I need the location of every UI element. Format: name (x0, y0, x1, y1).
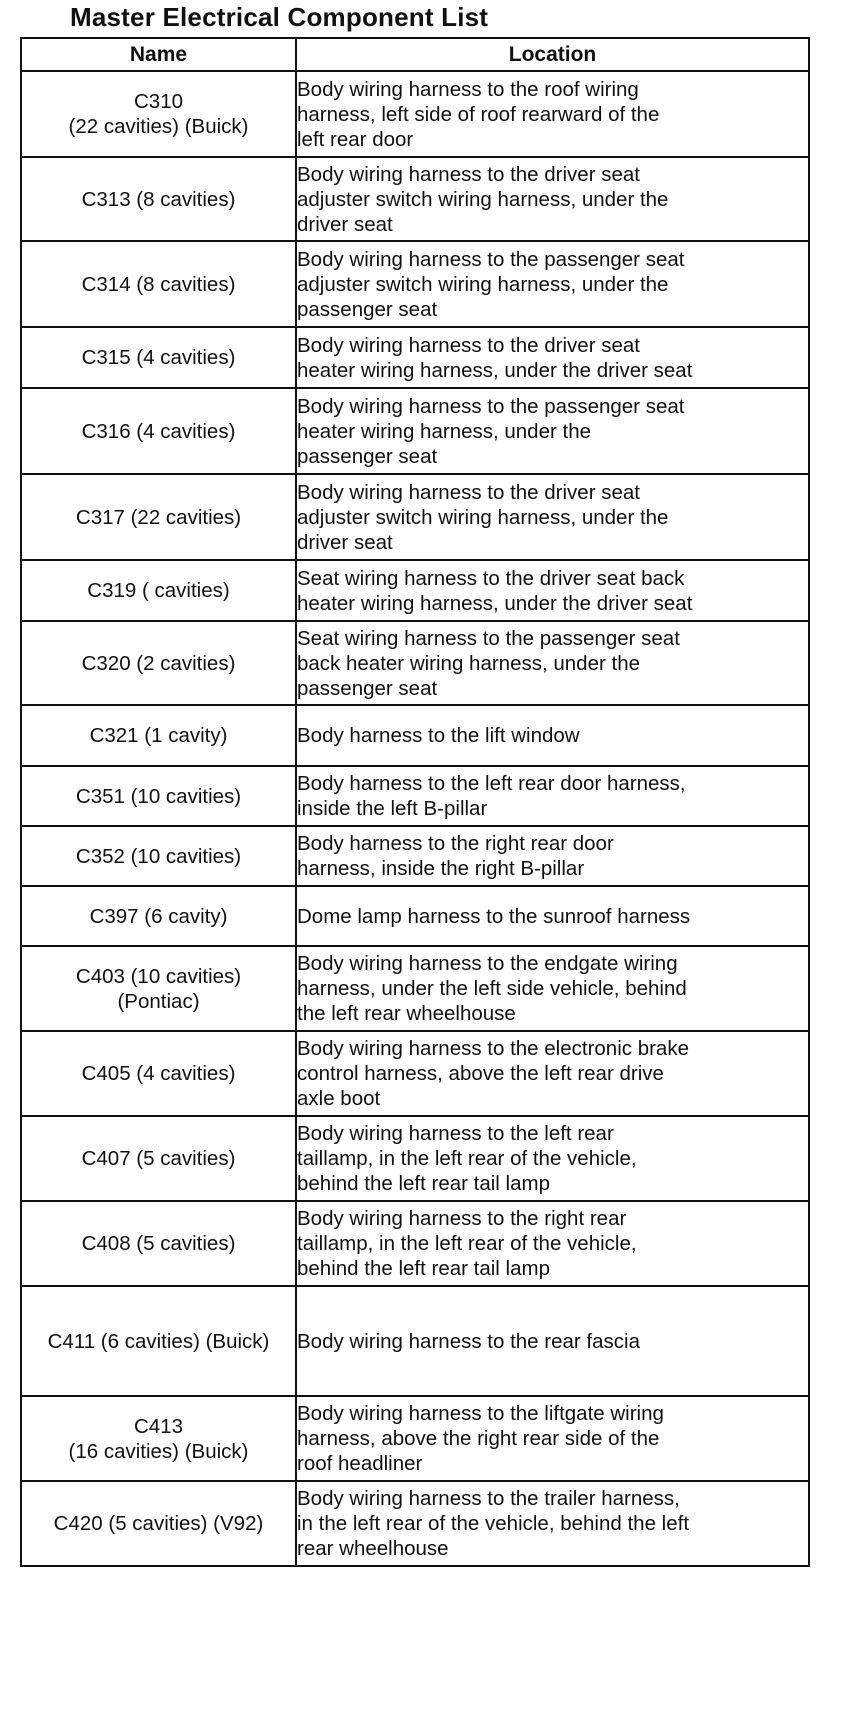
component-name-cell: C411 (6 cavities) (Buick) (21, 1286, 296, 1396)
component-location-cell: Dome lamp harness to the sunroof harness (296, 886, 809, 946)
page-title: Master Electrical Component List (70, 2, 489, 32)
component-location-cell: Body wiring harness to the right rear taillamp, in the left rear of the vehicle, behind the left rear tail lamp (296, 1201, 809, 1286)
table-row (21, 826, 809, 886)
location-column-header: Location (296, 38, 809, 71)
component-location-cell: Body wiring harness to the trailer harness, in the left rear of the vehicle, behind the left rear wheelhouse (296, 1481, 809, 1566)
component-name-cell: C397 (6 cavity) (21, 886, 296, 946)
component-name-cell: C317 (22 cavities) (21, 474, 296, 560)
component-location-cell: Body wiring harness to the driver seat adjuster switch wiring harness, under the driver seat (296, 474, 809, 560)
table-row (21, 1481, 809, 1566)
table-row (21, 327, 809, 388)
table-row (21, 705, 809, 766)
component-name-cell: C316 (4 cavities) (21, 388, 296, 474)
table-row (21, 157, 809, 241)
table-row (21, 1031, 809, 1116)
component-name-cell: C352 (10 cavities) (21, 826, 296, 886)
component-location-cell: Body wiring harness to the roof wiring harness, left side of roof rearward of the left rear door (296, 71, 809, 157)
component-name-cell: C310 (22 cavities) (Buick) (21, 71, 296, 157)
table-row (21, 946, 809, 1031)
component-name-cell: C321 (1 cavity) (21, 705, 296, 766)
table-row (21, 388, 809, 474)
component-name-cell: C314 (8 cavities) (21, 241, 296, 327)
component-location-cell: Body wiring harness to the driver seat adjuster switch wiring harness, under the driver seat (296, 157, 809, 241)
component-name-cell: C405 (4 cavities) (21, 1031, 296, 1116)
component-name-cell: C319 ( cavities) (21, 560, 296, 621)
component-name-cell: C413 (16 cavities) (Buick) (21, 1396, 296, 1481)
component-location-cell: Body wiring harness to the passenger seat adjuster switch wiring harness, under the passenger seat (296, 241, 809, 327)
table-row (21, 474, 809, 560)
component-name-cell: C315 (4 cavities) (21, 327, 296, 388)
table-row (21, 1116, 809, 1201)
component-name-cell: C407 (5 cavities) (21, 1116, 296, 1201)
table-row (21, 1286, 809, 1396)
component-location-cell: Body harness to the lift window (296, 705, 809, 766)
table-row (21, 886, 809, 946)
component-location-cell: Body harness to the right rear door harness, inside the right B-pillar (296, 826, 809, 886)
table-row (21, 766, 809, 826)
component-location-cell: Body harness to the left rear door harness, inside the left B-pillar (296, 766, 809, 826)
table-row (21, 621, 809, 705)
table-row (21, 1201, 809, 1286)
component-location-cell: Seat wiring harness to the passenger seat back heater wiring harness, under the passenger seat (296, 621, 809, 705)
component-location-cell: Body wiring harness to the left rear taillamp, in the left rear of the vehicle, behind the left rear tail lamp (296, 1116, 809, 1201)
component-table (20, 37, 810, 1567)
component-location-cell: Body wiring harness to the rear fascia (296, 1286, 809, 1396)
component-location-cell: Body wiring harness to the driver seat heater wiring harness, under the driver seat (296, 327, 809, 388)
component-name-cell: C408 (5 cavities) (21, 1201, 296, 1286)
component-location-cell: Body wiring harness to the passenger seat heater wiring harness, under the passenger seat (296, 388, 809, 474)
component-location-cell: Body wiring harness to the liftgate wiring harness, above the right rear side of the roof headliner (296, 1396, 809, 1481)
component-name-cell: C351 (10 cavities) (21, 766, 296, 826)
component-name-cell: C313 (8 cavities) (21, 157, 296, 241)
table-row (21, 1396, 809, 1481)
name-column-header: Name (21, 38, 296, 71)
component-location-cell: Body wiring harness to the electronic brake control harness, above the left rear drive axle boot (296, 1031, 809, 1116)
table-row (21, 241, 809, 327)
table-row (21, 71, 809, 157)
component-name-cell: C420 (5 cavities) (V92) (21, 1481, 296, 1566)
component-name-cell: C320 (2 cavities) (21, 621, 296, 705)
component-location-cell: Body wiring harness to the endgate wiring harness, under the left side vehicle, behind the left rear wheelhouse (296, 946, 809, 1031)
component-location-cell: Seat wiring harness to the driver seat back heater wiring harness, under the driver seat (296, 560, 809, 621)
component-name-cell: C403 (10 cavities) (Pontiac) (21, 946, 296, 1031)
header-row (21, 38, 809, 71)
table-row (21, 560, 809, 621)
